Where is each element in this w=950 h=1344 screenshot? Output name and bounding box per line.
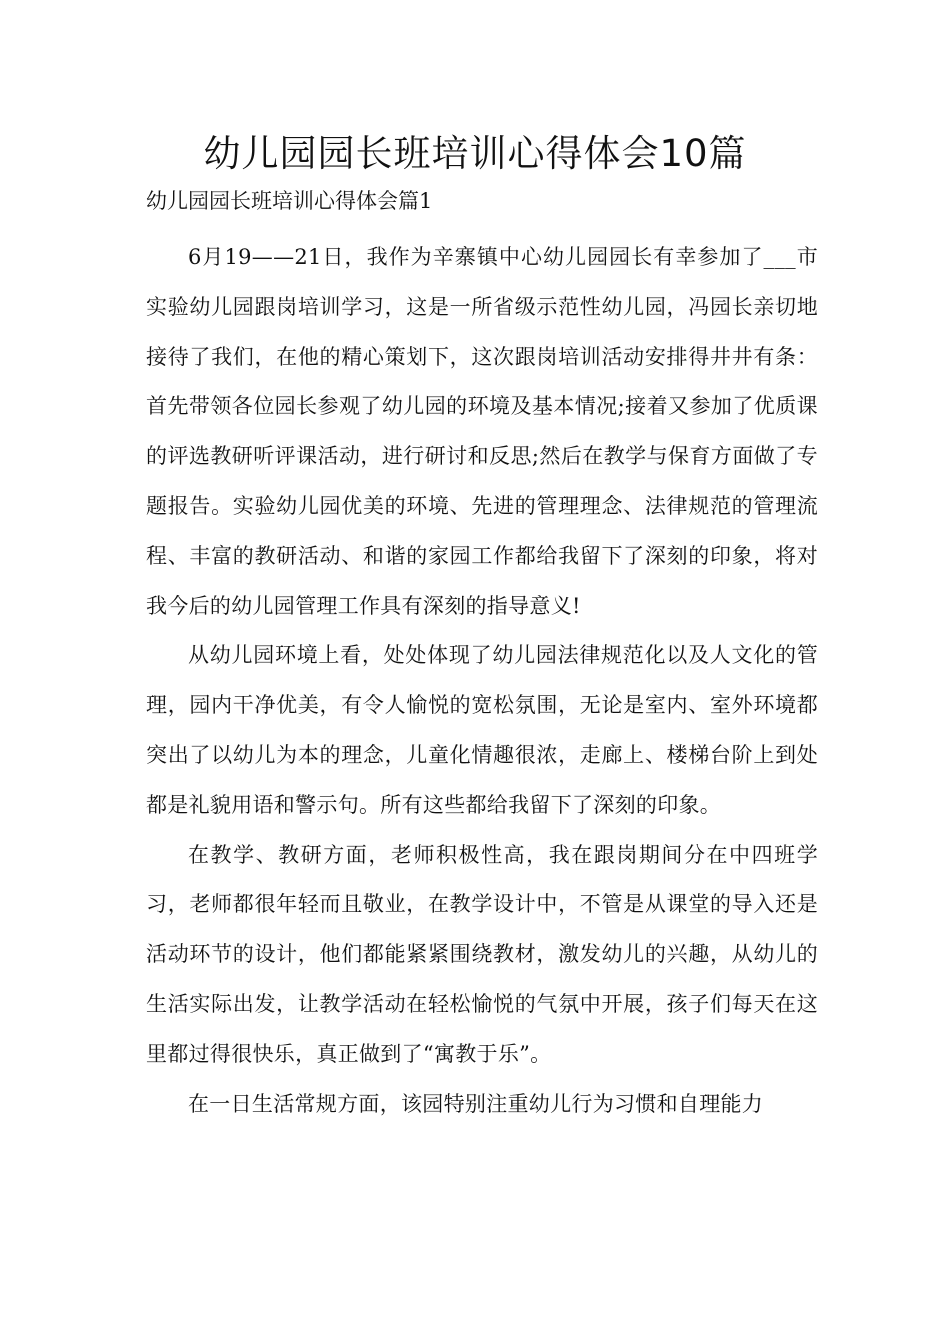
paragraph: 在教学、教研方面，老师积极性高，我在跟岗期间分在中四班学习，老师都很年轻而且敬业，在教学设计中，不管是从课堂的导入还是活动环节的设计，他们都能紧紧围绕教材，激发幼儿的兴趣，从幼儿的生活实际出发，让教学活动在轻松愉悦的气氛中开展，孩子们每天在这里都过得很快乐，真正做到了“寓教于乐”。: [146, 842, 818, 1066]
document-body: [146, 233, 818, 1129]
document-title: 幼儿园园长班培训心得体会10篇: [203, 132, 747, 175]
paragraph: 6月19——21日，我作为辛寨镇中心幼儿园园长有幸参加了___市实验幼儿园跟岗培训学习，这是一所省级示范性幼儿园，冯园长亲切地接待了我们，在他的精心策划下，这次跟岗培训活动安排得井井有条：首先带领各位园长参观了幼儿园的环境及基本情况;接着又参加了优质课的评选教研听评课活动，进行研讨和反思;然后在教学与保育方面做了专题报告。实验幼儿园优美的环境、先进的管理理念、法律规范的管理流程、丰富的教研活动、和谐的家园工作都给我留下了深刻的印象，将对我今后的幼儿园管理工作具有深刻的指导意义!: [146, 245, 818, 618]
paragraph: 从幼儿园环境上看，处处体现了幼儿园法律规范化以及人文化的管理，园内干净优美，有令人愉悦的宽松氛围，无论是室内、室外环境都突出了以幼儿为本的理念，儿童化情趣很浓，走廊上、楼梯台阶上到处都是礼貌用语和警示句。所有这些都给我留下了深刻的印象。: [146, 643, 818, 817]
paragraph: 在一日生活常规方面，该园特别注重幼儿行为习惯和自理能力: [188, 1091, 764, 1116]
section-heading: 幼儿园园长班培训心得体会篇1: [146, 189, 433, 213]
